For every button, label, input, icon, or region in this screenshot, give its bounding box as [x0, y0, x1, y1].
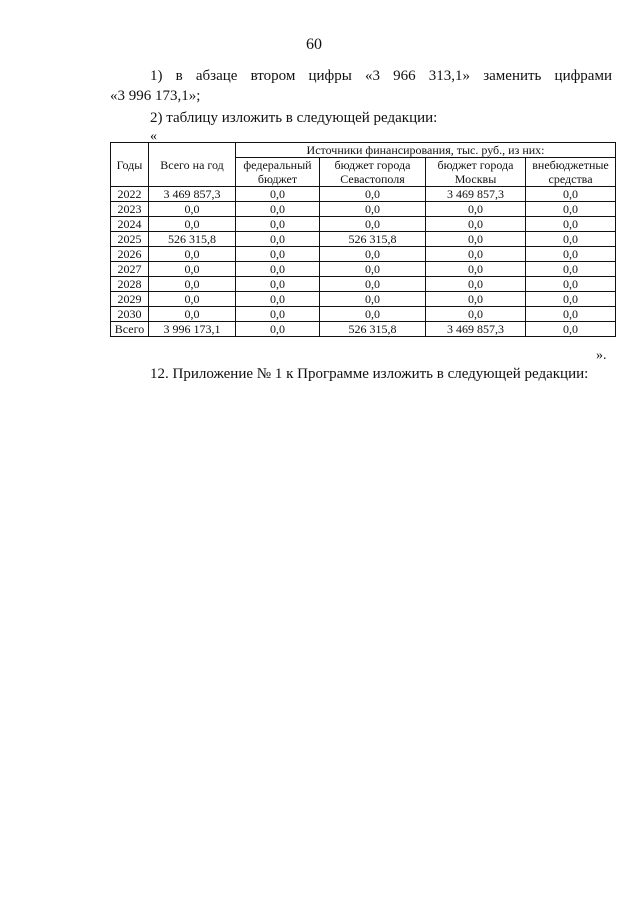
table-cell: 0,0 — [236, 217, 320, 232]
table-cell: 0,0 — [426, 232, 526, 247]
table-cell: 0,0 — [526, 247, 616, 262]
table-cell: 2028 — [111, 277, 149, 292]
paragraph-1-line-1: 1) в абзаце втором цифры «3 966 313,1» заменить цифрами — [150, 68, 612, 84]
header-sevastopol-budget: бюджет города Севастополя — [320, 158, 426, 187]
table-cell: 0,0 — [320, 262, 426, 277]
paragraph-12: 12. Приложение № 1 к Программе изложить в следующей редакции: — [150, 366, 589, 382]
table-cell: 0,0 — [236, 202, 320, 217]
table-cell: 0,0 — [236, 307, 320, 322]
header-years: Годы — [111, 143, 149, 187]
table-cell: 0,0 — [149, 217, 236, 232]
table-cell: 526 315,8 — [149, 232, 236, 247]
table-cell: 0,0 — [149, 202, 236, 217]
table-row — [111, 307, 616, 322]
table-cell: 0,0 — [426, 217, 526, 232]
table-cell: 0,0 — [320, 292, 426, 307]
table-cell: 0,0 — [236, 187, 320, 202]
table-cell: 0,0 — [426, 292, 526, 307]
opening-quote: « — [150, 129, 157, 144]
table-cell: 0,0 — [236, 292, 320, 307]
table-cell: 526 315,8 — [320, 322, 426, 337]
table-cell: 3 469 857,3 — [149, 187, 236, 202]
table-row — [111, 292, 616, 307]
table-row — [111, 247, 616, 262]
table-cell: 0,0 — [426, 247, 526, 262]
table-cell: 0,0 — [236, 277, 320, 292]
table-cell: 3 996 173,1 — [149, 322, 236, 337]
table-row — [111, 277, 616, 292]
table-cell: 0,0 — [526, 217, 616, 232]
table-cell: 0,0 — [236, 247, 320, 262]
table-cell: 2022 — [111, 187, 149, 202]
paragraph-2: 2) таблицу изложить в следующей редакции: — [150, 110, 438, 126]
table-cell: 0,0 — [320, 247, 426, 262]
table-cell: 0,0 — [320, 202, 426, 217]
table-cell: 0,0 — [426, 202, 526, 217]
table-cell: 0,0 — [426, 307, 526, 322]
table-row — [111, 187, 616, 202]
table-cell: 0,0 — [149, 307, 236, 322]
table-cell: 0,0 — [320, 217, 426, 232]
table-cell: 2027 — [111, 262, 149, 277]
table-row — [111, 217, 616, 232]
financing-table — [110, 142, 616, 337]
table-cell: 0,0 — [426, 262, 526, 277]
header-extrabudgetary: внебюджетные средства — [526, 158, 616, 187]
table-cell: 2030 — [111, 307, 149, 322]
table-cell: 0,0 — [149, 292, 236, 307]
table-cell: 0,0 — [149, 277, 236, 292]
table-cell: 0,0 — [526, 262, 616, 277]
table-cell: 0,0 — [526, 307, 616, 322]
table-cell: 0,0 — [526, 292, 616, 307]
table-cell: Всего — [111, 322, 149, 337]
table-cell: 2024 — [111, 217, 149, 232]
header-federal-budget: федеральный бюджет — [236, 158, 320, 187]
table-cell: 0,0 — [236, 262, 320, 277]
table-cell: 0,0 — [149, 247, 236, 262]
table-cell: 2025 — [111, 232, 149, 247]
table-cell: 2026 — [111, 247, 149, 262]
table-cell: 0,0 — [320, 277, 426, 292]
table-row — [111, 202, 616, 217]
table-cell: 2023 — [111, 202, 149, 217]
table-row — [111, 232, 616, 247]
table-cell: 0,0 — [526, 187, 616, 202]
table-cell: 0,0 — [526, 277, 616, 292]
paragraph-1-line-2: «3 996 173,1»; — [110, 88, 201, 104]
closing-quote: ». — [596, 348, 607, 363]
table-row — [111, 262, 616, 277]
table-cell: 526 315,8 — [320, 232, 426, 247]
table-total-row — [111, 322, 616, 337]
table-cell: 0,0 — [526, 202, 616, 217]
table-cell: 0,0 — [320, 307, 426, 322]
header-total-per-year: Всего на год — [149, 143, 236, 187]
table-cell: 0,0 — [426, 277, 526, 292]
table-cell: 3 469 857,3 — [426, 187, 526, 202]
header-funding-sources: Источники финансирования, тыс. руб., из них: — [236, 143, 616, 158]
table-cell: 0,0 — [320, 187, 426, 202]
table-cell: 0,0 — [236, 322, 320, 337]
header-moscow-budget: бюджет города Москвы — [426, 158, 526, 187]
table-cell: 0,0 — [149, 262, 236, 277]
table-cell: 0,0 — [236, 232, 320, 247]
table-cell: 3 469 857,3 — [426, 322, 526, 337]
page-number: 60 — [306, 36, 322, 53]
table-cell: 0,0 — [526, 322, 616, 337]
table-cell: 0,0 — [526, 232, 616, 247]
table-cell: 2029 — [111, 292, 149, 307]
header-row-1 — [111, 143, 616, 158]
